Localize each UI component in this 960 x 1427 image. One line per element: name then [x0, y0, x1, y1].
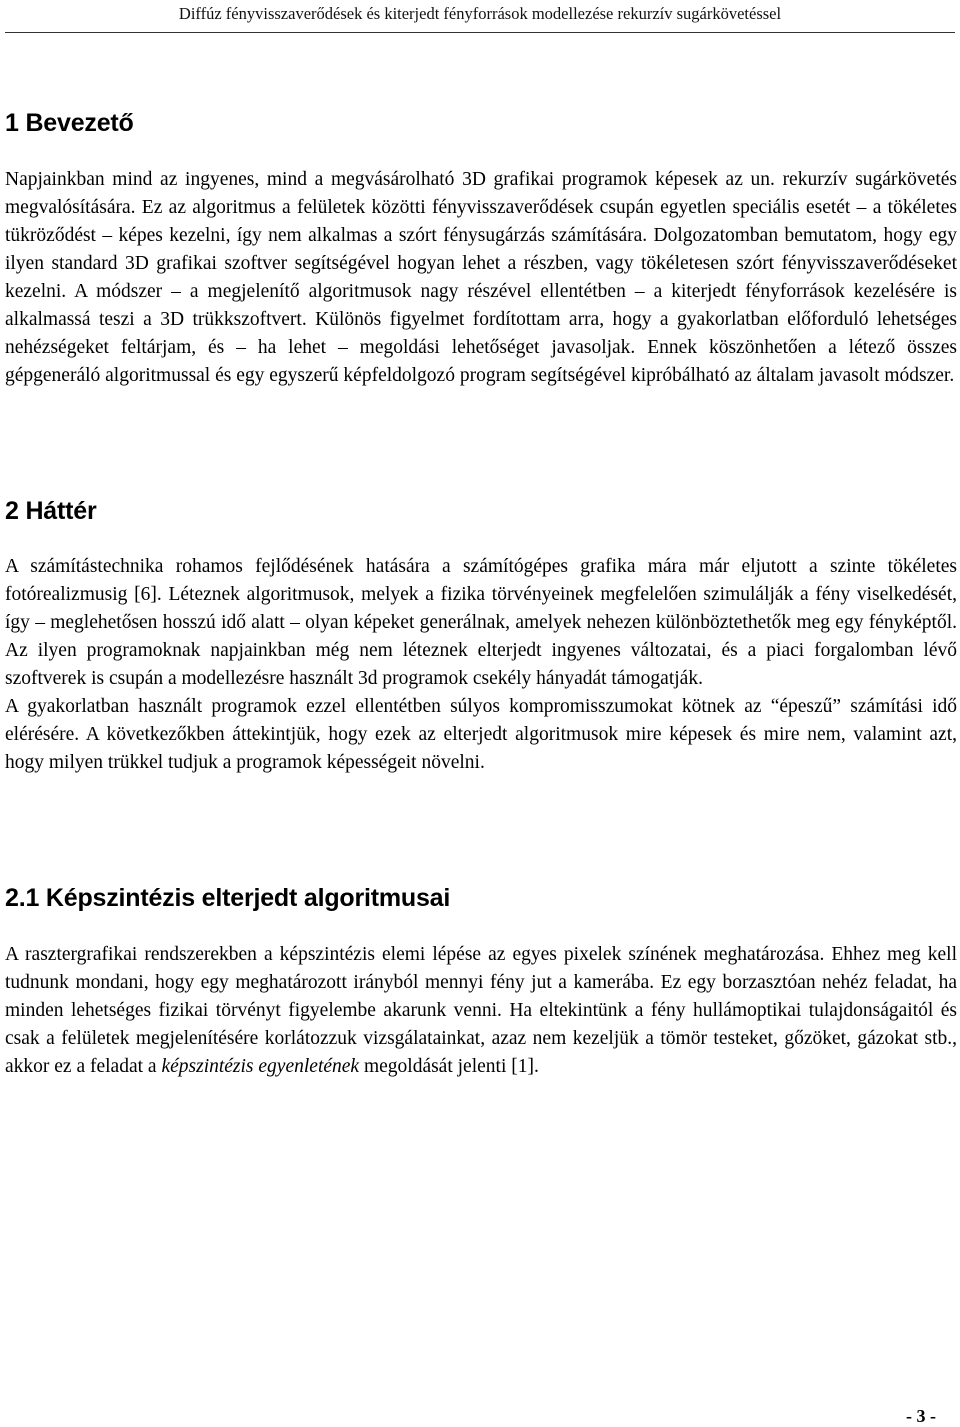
- section-image-synthesis-body: [5, 941, 957, 1081]
- section-heading-image-synthesis: 2.1 Képszintézis elterjedt algoritmusai: [5, 884, 451, 912]
- running-header: Diffúz fényvisszaverődések és kiterjedt fényforrások modellezése rekurzív sugárkövetéssel: [178, 4, 782, 23]
- section-heading-background: 2 Háttér: [5, 497, 97, 525]
- section-introduction: [5, 108, 957, 138]
- section-heading-introduction: 1 Bevezető: [5, 109, 134, 137]
- section-background-body: [5, 553, 957, 777]
- section-background: [5, 496, 957, 526]
- section-introduction-body: [5, 166, 957, 390]
- paragraph-image-synthesis-emphasis: képszintézis egyenletének: [161, 1056, 360, 1077]
- paragraph-image-synthesis: [5, 941, 957, 1081]
- paragraph-background-1: A számítástechnika rohamos fejlődésének hatására a számítógépes grafika mára már eljutott a szinte tökéletes fotórealizmusig [6]. Léteznek algoritmusok, melyek a fizika törvényeinek megfelelően szimulálják a fény viselkedését, így – meglehetősen hosszú idő alatt – olyan képeket generálnak, amelyek nehezen különböztethetők meg egy fényképtől. Az ilyen programoknak napjainkban még nem léteznek elterjedt ingyenes változatai, és a piaci forgalomban lévő szoftverek is csupán a modellezésre használt 3d programok csekély hányadát támogatják.: [5, 556, 957, 689]
- header-rule: [5, 32, 955, 33]
- paragraph-image-synthesis-end: megoldását jelenti [1].: [359, 1056, 539, 1077]
- paragraph-introduction: Napjainkban mind az ingyenes, mind a megvásárolható 3D grafikai programok képesek az un. rekurzív sugárkövetés megvalósítására. Ez az algoritmus a felületek közötti fényvisszaverődések csupán egyetlen speciális esetét – a tökéletes tükröződést – képes kezelni, így nem alkalmas a szórt fénysugárzás számítására. Dolgozatomban bemutatom, hogy egy ilyen standard 3D grafikai szoftver segítségével hogyan lehet a részben, vagy tökéletesen szórt fényvisszaverődéseket kezelni. A módszer – a megjelenítő algoritmusok nagy részével ellentétben – a kiterjedt fényforrások kezelésére is alkalmassá teszi a 3D trükkszoftvert. Különös figyelmet fordítottam arra, hogy a gyakorlatban előforduló lehetséges nehézségeket feltárjam, és – ha lehet – megoldási lehetőséget javasoljak. Ennek köszönhetően a létező összes gépgeneráló algoritmussal és egy egyszerű képfeldolgozó program segítségével kipróbálható az általam javasolt módszer.: [5, 169, 957, 386]
- paragraph-image-synthesis-start: A rasztergrafikai rendszerekben a képszintézis elemi lépése az egyes pixelek színének meghatározása. Ehhez meg kell tudnunk mondani, hogy egy meghatározott irányból mennyi fény jut a kamerába. Ez egy borzasztóan nehéz feladat, ha minden lehetséges fizikai törvényt figyelembe akarunk venni. Ha eltekintünk a fény hullámoptikai tulajdonságaitól és csak a felületek megjelenítésére korlátozzuk vizsgálatainkat, azaz nem kezeljük a tömör testeket, gőzöket, gázokat stb., akkor ez a feladat a: [5, 944, 957, 1077]
- page-number: - 3 -: [906, 1406, 936, 1426]
- section-image-synthesis: [5, 883, 957, 913]
- paragraph-background-2: A gyakorlatban használt programok ezzel ellentétben súlyos kompromisszumokat kötnek az “épeszű” számítási idő elérésére. A következőkben áttekintjük, hogy ezek az elterjedt algoritmusok mire képesek és mire nem, valamint azt, hogy milyen trükkel tudjuk a programok képességeit növelni.: [5, 696, 957, 773]
